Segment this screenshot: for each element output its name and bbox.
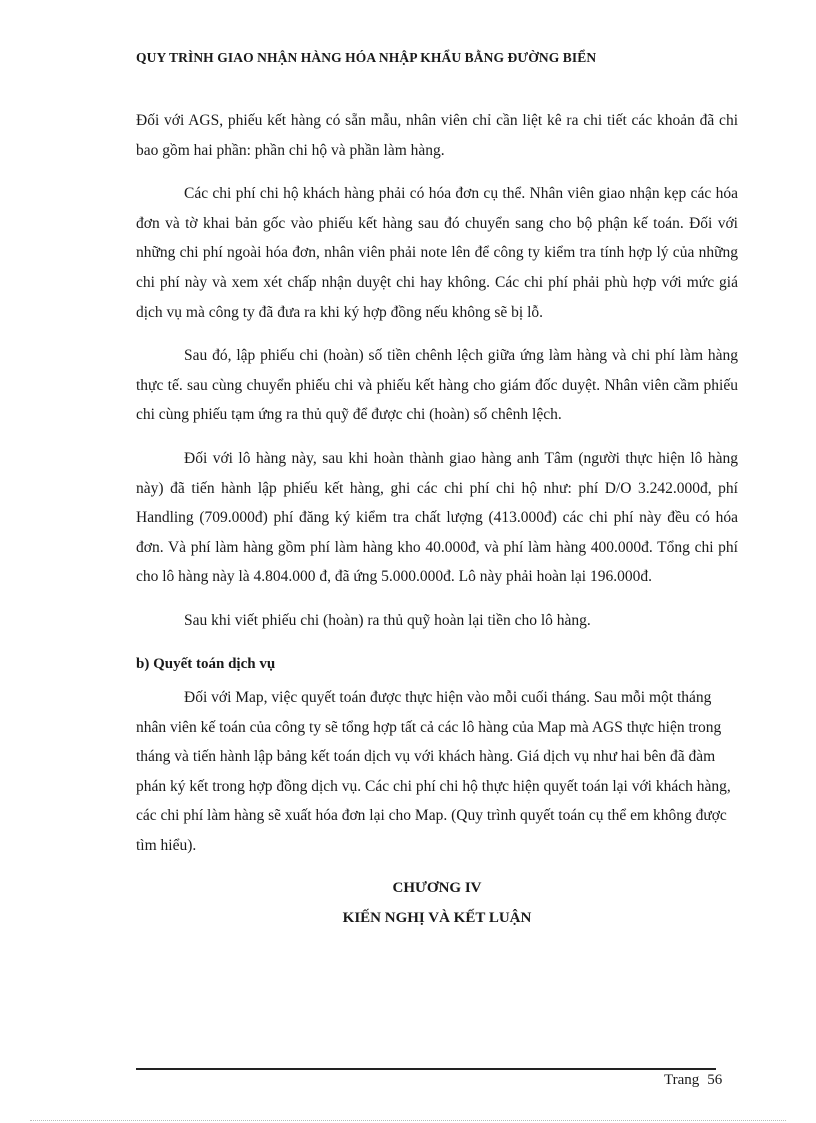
- paragraph-shipment-costs: Đối với lô hàng này, sau khi hoàn thành giao hàng anh Tâm (người thực hiện lô hàng này) đã tiến hành lập phiếu kết hàng, ghi các chi phí chi hộ như: phí D/O 3.242.000đ, phí Handling (709.000đ) phí đăng ký kiểm tra chất lượng (413.000đ) các chi phí này đều có hóa đơn. Và phí làm hàng gồm phí làm hàng kho 40.000đ, và phí làm hàng 400.000đ. Tổng chi phí cho lô hàng này là 4.804.000 đ, đã ứng 5.000.000đ. Lô này phải hoàn lại 196.000đ.: [136, 449, 738, 586]
- section-heading-service-settlement: b) Quyết toán dịch vụ: [136, 655, 276, 672]
- paragraph-map-settlement: Đối với Map, việc quyết toán được thực hiện vào mỗi cuối tháng. Sau mỗi một tháng nhân viên kế toán của công ty sẽ tổng hợp tất cả các lô hàng của Map mà AGS thực hiện trong tháng và tiến hành lập bảng kết toán dịch vụ với khách hàng. Giá dịch vụ như hai bên đã đàm phán ký kết trong hợp đồng dịch vụ. Các chi phí chi hộ thực hiện quyết toán lại với khách hàng, các chi phí làm hàng sẽ xuất hóa đơn lại cho Map. (Quy trình quyết toán cụ thể em không được tìm hiểu).: [136, 689, 731, 855]
- running-header: QUY TRÌNH GIAO NHẬN HÀNG HÓA NHẬP KHẨU BẰNG ĐƯỜNG BIỂN: [136, 50, 597, 65]
- paragraph-cashier-refund: Sau khi viết phiếu chi (hoàn) ra thủ quỹ hoàn lại tiền cho lô hàng.: [184, 611, 591, 629]
- paragraph-ags-settlement-form: Đối với AGS, phiếu kết hàng có sẵn mẫu, nhân viên chỉ cần liệt kê ra chi tiết các khoản đã chi bao gồm hai phần: phần chi hộ và phần làm hàng.: [136, 112, 738, 159]
- chapter-subtitle: KIẾN NGHỊ VÀ KẾT LUẬN: [342, 909, 532, 926]
- paragraph-advance-payment-invoices: Các chi phí chi hộ khách hàng phải có hóa đơn cụ thể. Nhân viên giao nhận kẹp các hóa đơn và tờ khai bản gốc vào phiếu kết hàng sau đó chuyển sang cho bộ phận kế toán. Đối với những chi phí ngoài hóa đơn, nhân viên phải note lên để công ty kiểm tra tính hợp lý của những chi phí này và xem xét chấp nhận duyệt chi hay không. Các chi phí phải phù hợp với mức giá dịch vụ mà công ty đã đưa ra khi ký hợp đồng nếu không sẽ bị lỗ.: [136, 185, 738, 321]
- page-number-value: 56: [707, 1072, 723, 1088]
- paragraph-refund-voucher: Sau đó, lập phiếu chi (hoàn) số tiền chênh lệch giữa ứng làm hàng và chi phí làm hàng thực tế. sau cùng chuyển phiếu chi và phiếu kết hàng cho giám đốc duyệt. Nhân viên cầm phiếu chi cùng phiếu tạm ứng ra thủ quỹ để được chi (hoàn) số chênh lệch.: [136, 347, 738, 424]
- chapter-title: CHƯƠNG IV: [392, 879, 482, 896]
- page-bottom-edge: [30, 1120, 786, 1121]
- page-label: Trang: [664, 1072, 700, 1088]
- footer-rule: [136, 1068, 716, 1070]
- body-text: [136, 106, 738, 933]
- page-number: [664, 1072, 722, 1089]
